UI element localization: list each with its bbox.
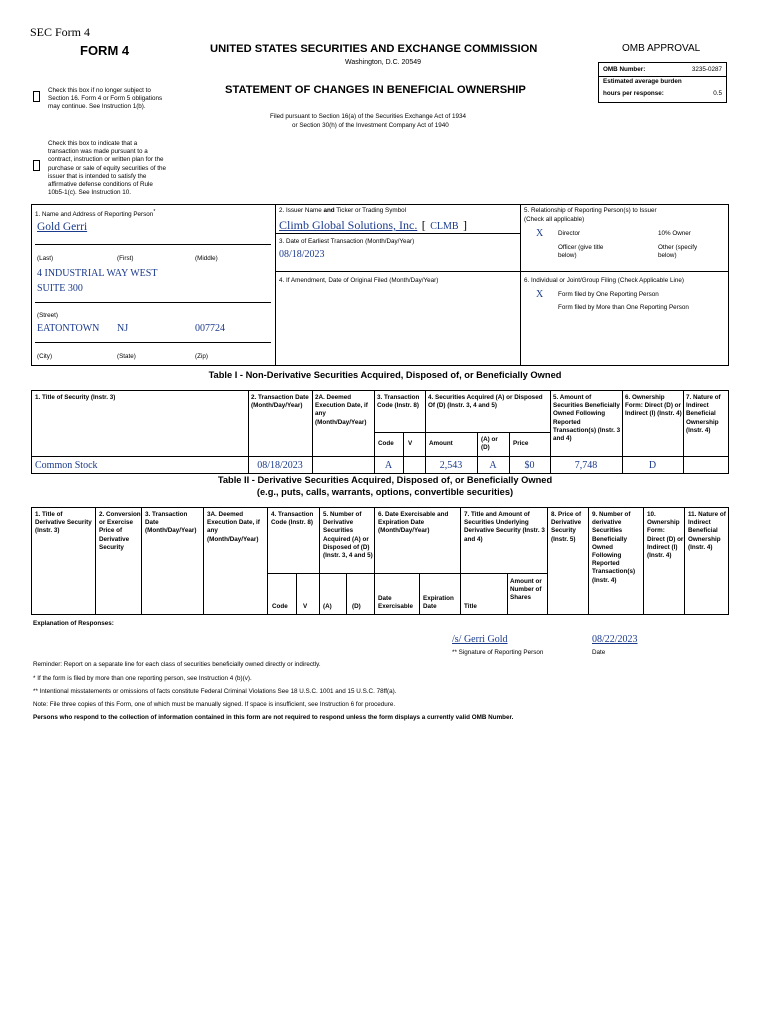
t1-h-code: 3. Transaction Code (Instr. 8): [377, 394, 420, 410]
t1-h-deemed: 2A. Deemed Execution Date, if any (Month/Day/Year): [315, 394, 368, 426]
t2-sub-title: Title: [464, 603, 477, 610]
omb-box: [598, 62, 727, 103]
t1-row-code: A: [384, 460, 393, 471]
t1-row-price: $0: [524, 460, 535, 471]
t1-h-owned: 5. Amount of Securities Beneficially Owned Following Reported Transaction(s) (Instr. 3 and 4): [553, 394, 621, 443]
filed-pursuant-2: or Section 30(h) of the Investment Company Act of 1940: [292, 122, 449, 129]
t2-h-form: 10. Ownership Form: Direct (D) or Indirect (I) (Instr. 4): [647, 511, 684, 560]
agency-name: UNITED STATES SECURITIES AND EXCHANGE COMMISSION: [210, 43, 538, 55]
more-person-label: Form filed by More than One Reporting Person: [558, 304, 689, 311]
t2-h-underlying: 7. Title and Amount of Securities Underlying Derivative Security (Instr. 3 and 4): [464, 511, 545, 543]
t1-row-amount: 2,543: [439, 460, 463, 471]
footnote-1: * If the form is filed by more than one reporting person, see Instruction 4 (b)(v).: [33, 675, 252, 682]
t1-h-acquired: 4. Securities Acquired (A) or Disposed Of (D) (Instr. 3, 4 and 5): [428, 394, 543, 410]
omb-title: OMB APPROVAL: [622, 43, 701, 54]
first-label: (First): [117, 255, 134, 262]
omb-burden-label-2: hours per response:: [603, 90, 664, 97]
t2-h-code: 4. Transaction Code (Instr. 8): [271, 511, 314, 527]
box4-label: 4. If Amendment, Date of Original Filed (Month/Day/Year): [279, 277, 439, 284]
street-line-1: 4 INDUSTRIAL WAY WEST: [37, 268, 158, 279]
t2-sub-v: V: [303, 603, 308, 610]
t1-h-title: 1. Title of Security (Instr. 3): [35, 394, 116, 401]
signature-value: /s/ Gerri Gold: [452, 634, 508, 645]
one-person-label: Form filed by One Reporting Person: [558, 291, 659, 298]
t2-sub-expiration: Expiration Date: [423, 595, 454, 611]
t1-row-date: 08/18/2023: [257, 460, 303, 471]
t1-sub-code: Code: [378, 440, 394, 447]
agency-address: Washington, D.C. 20549: [345, 59, 422, 66]
t1-sub-price: Price: [513, 440, 529, 447]
footnote-4: Persons who respond to the collection of information contained in this form are not required to respond unless the form displays a currently valid OMB Number.: [33, 714, 514, 721]
signature-date: 08/22/2023: [592, 634, 638, 645]
t2-h-price: 8. Price of Derivative Security (Instr. 5): [551, 511, 582, 543]
t2-h-owned: 9. Number of derivative Securities Beneficially Owned Following Reported Transaction(s) (Instr. 4): [592, 511, 636, 584]
t1-row-form: D: [648, 460, 657, 471]
reporting-person-name: Gold Gerri: [37, 221, 88, 233]
footnote-2: ** Intentional misstatements or omissions of facts constitute Federal Criminal Violations See 18 U.S.C. 1001 and 15 U.S.C. 78ff(a).: [33, 688, 397, 695]
director-label: Director: [558, 230, 581, 237]
omb-burden-label-1: Estimated average burden: [603, 78, 682, 85]
signature-date-label: Date: [592, 649, 606, 656]
t1-h-form: 6. Ownership Form: Direct (D) or Indirect (I) (Instr. 4): [625, 394, 682, 418]
t2-h-number: 5. Number of Derivative Securities Acquired (A) or Disposed of (D) (Instr. 3, 4 and 5): [323, 511, 373, 560]
box5-label-2: (Check all applicable): [524, 216, 585, 223]
state-value: NJ: [117, 323, 129, 334]
ten-percent-owner-label: 10% Owner: [658, 230, 691, 237]
city-value: EATONTOWN: [37, 323, 100, 334]
director-mark[interactable]: X: [536, 228, 544, 239]
omb-number-label: OMB Number:: [603, 66, 646, 73]
other-label: Other (specify below): [658, 244, 698, 260]
t1-sub-amount: Amount: [429, 440, 453, 447]
t2-h-deemed: 3A. Deemed Execution Date, if any (Month/Day/Year): [207, 511, 260, 543]
table2-title-2: (e.g., puts, calls, warrants, options, convertible securities): [256, 487, 514, 497]
one-person-mark[interactable]: X: [536, 289, 544, 300]
footnote-3: Note: File three copies of this Form, one of which must be manually signed. If space is insufficient, see Instruction 6 for procedure.: [33, 701, 396, 708]
street-line-2: SUITE 300: [37, 283, 83, 294]
street-label: (Street): [37, 312, 58, 319]
t2-sub-amount: Amount or Number of Shares: [510, 578, 542, 602]
city-label: (City): [37, 353, 53, 360]
t2-h-exercisable: 6. Date Exercisable and Expiration Date (Month/Day/Year): [378, 511, 449, 535]
t2-sub-a: (A): [323, 603, 332, 610]
t2-h-conversion: 2. Conversion or Exercise Price of Derivative Security: [99, 511, 141, 551]
filed-pursuant-1: Filed pursuant to Section 16(a) of the Securities Exchange Act of 1934: [270, 113, 467, 120]
t2-sub-code: Code: [272, 603, 288, 610]
t2-sub-d: (D): [352, 603, 361, 610]
box1-label: 1. Name and Address of Reporting Person*: [35, 209, 156, 219]
section16-checkbox[interactable]: [33, 91, 40, 102]
earliest-transaction-date: 08/18/2023: [279, 249, 325, 260]
t1-h-nature: 7. Nature of Indirect Beneficial Ownership (Instr. 4): [686, 394, 721, 434]
omb-burden-value: 0.5: [713, 90, 722, 97]
ticker-symbol: CLMB: [430, 221, 459, 232]
t2-sub-exercisable: Date Exercisable: [378, 595, 414, 611]
rule-10b5-checkbox[interactable]: [33, 160, 40, 171]
issuer-name: Climb Global Solutions, Inc.: [279, 218, 418, 232]
table2-title-1: Table II - Derivative Securities Acquired, Disposed of, or Beneficially Owned: [217, 475, 553, 485]
zip-value: 007724: [195, 323, 225, 334]
table1-title: Table I - Non-Derivative Securities Acquired, Disposed of, or Beneficially Owned: [208, 370, 562, 380]
zip-label: (Zip): [195, 353, 208, 360]
explanation-label: Explanation of Responses:: [33, 620, 114, 627]
t2-h-date: 3. Transaction Date (Month/Day/Year): [145, 511, 197, 535]
middle-label: (Middle): [195, 255, 218, 262]
t1-sub-v: V: [408, 440, 413, 447]
t1-row-owned: 7,748: [574, 460, 598, 471]
last-label: (Last): [37, 255, 54, 262]
t1-h-date: 2. Transaction Date (Month/Day/Year): [251, 394, 309, 410]
t1-sub-ad: (A) or (D): [481, 436, 498, 452]
box2-label: 2. Issuer Name and Ticker or Trading Symbol: [279, 207, 407, 214]
box3-label: 3. Date of Earliest Transaction (Month/Day/Year): [279, 238, 415, 245]
t2-h-title: 1. Title of Derivative Security (Instr. 3): [35, 511, 92, 535]
t2-h-nature: 11. Nature of Indirect Beneficial Ownership (Instr. 4): [688, 511, 726, 551]
omb-number-value: 3235-0287: [691, 66, 722, 73]
box6-label: 6. Individual or Joint/Group Filing (Check Applicable Line): [524, 277, 684, 284]
rule-10b5-text: Check this box to indicate that a transaction was made pursuant to a contract, instruction or written plan for the purchase or sale of equity securities of the issuer that is intended to satisfy the affirmative defense conditions of Rule 10b5-1(c). See Instruction 10.: [48, 140, 166, 197]
officer-label: Officer (give title below): [558, 244, 604, 260]
state-label: (State): [117, 353, 136, 360]
form-title: FORM 4: [80, 43, 130, 58]
t1-row-title: Common Stock: [35, 460, 98, 471]
box5-label-1: 5. Relationship of Reporting Person(s) to Issuer: [524, 207, 657, 214]
doc-label: SEC Form 4: [30, 25, 91, 39]
statement-title: STATEMENT OF CHANGES IN BENEFICIAL OWNERSHIP: [225, 84, 526, 96]
section16-text: Check this box if no longer subject to Section 16. Form 4 or Form 5 obligations may continue. See Instruction 1(b).: [48, 87, 163, 111]
issuer-line: Climb Global Solutions, Inc. [ CLMB ]: [279, 218, 468, 232]
t1-row-ad: A: [489, 460, 497, 471]
reminder-note: Reminder: Report on a separate line for each class of securities beneficially owned directly or indirectly.: [33, 661, 321, 668]
signature-label: ** Signature of Reporting Person: [452, 649, 544, 656]
